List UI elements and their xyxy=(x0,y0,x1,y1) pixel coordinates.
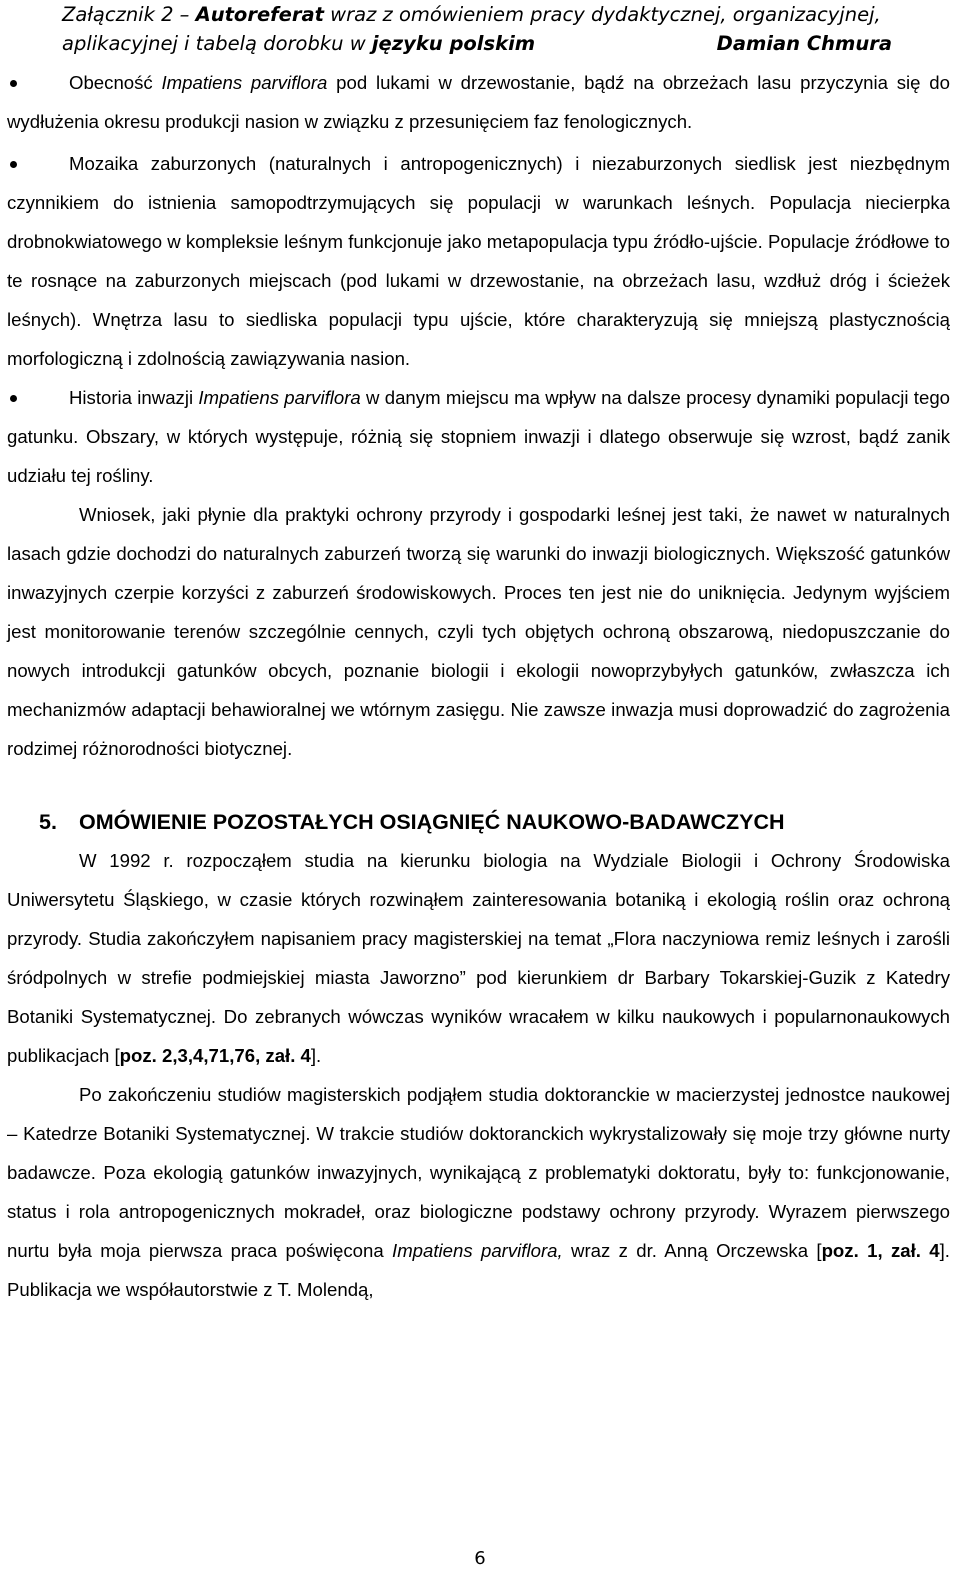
italic-text: Impatiens parviflora xyxy=(198,387,361,408)
header-author: Damian Chmura xyxy=(716,32,892,55)
section-number: 5. xyxy=(39,810,57,834)
header-autoreferat: Autoreferat xyxy=(195,3,324,26)
page-header xyxy=(62,0,892,58)
header-line-1: Załącznik 2 – Autoreferat wraz z omówieniem pracy dydaktycznej, organizacyjnej, xyxy=(62,3,881,26)
italic-text: Impatiens parviflora xyxy=(161,72,328,93)
text-run: Po zakończeniu studiów magisterskich podjąłem studia doktoranckie w macierzystej jednostce naukowej – Katedrze Botaniki Systematycznej. W trakcie studiów doktoranckich wykrystalizowały się moje trzy główne nurty badawcze. Poza ekologią gatunków inwazyjnych, wynikającą z problematyki doktoratu, były to: funkcjonowanie, status i rola antropogenicznych mokradeł, oraz biologiczne podstawy ochrony przyrody. Wyrazem pierwszego nurtu była moja pierwsza praca poświęcona xyxy=(7,1084,950,1261)
section-heading xyxy=(7,808,950,836)
bullet-dot-icon xyxy=(10,161,17,168)
bullet-dot-icon xyxy=(10,80,17,87)
text-run: ]. Publikacja we współautorstwie z T. Molendą, xyxy=(7,1240,950,1300)
text-run: Historia inwazji xyxy=(69,387,199,408)
italic-text: Impatiens parviflora, xyxy=(392,1240,563,1261)
header-line-2: aplikacyjnej i tabelą dorobku w języku polskim xyxy=(62,32,536,55)
page-number: 6 xyxy=(474,1548,486,1569)
text-run: W 1992 r. rozpocząłem studia na kierunku biologia na Wydziale Biologii i Ochrony Środowiska Uniwersytetu Śląskiego, w czasie których rozwinąłem zainteresowania botaniką i ekologią roślin oraz ochroną przyrody. Studia zakończyłem napisaniem pracy magisterskiej na temat „Flora naczyniowa remiz leśnych i zarośli śródpolnych w strefie podmiejskiej miasta Jaworzno” pod kierunkiem dr Barbary Tokarskiej-Guzik z Katedry Botaniki Systematycznej. Do zebranych wówczas wyników wracałem w kilku naukowych i popularnonaukowych publikacjach [ xyxy=(7,850,950,1066)
body-paragraph xyxy=(7,841,950,1075)
text-run: w danym miejscu ma wpływ na dalsze procesy dynamiki populacji tego gatunku. Obszary, w których występuje, różnią się stopniem inwazji i dlatego obserwuje się wzrost, bądź zanik udziału tej rośliny. xyxy=(7,387,950,486)
bullet-item xyxy=(7,378,950,495)
conclusion-paragraph: Wniosek, jaki płynie dla praktyki ochrony przyrody i gospodarki leśnej jest taki, że nawet w naturalnych lasach gdzie dochodzi do naturalnych zaburzeń tworzą się warunki do inwazji biologicznych. Większość gatunków inwazyjnych czerpie korzyści z zaburzeń środowiskowych. Proces ten jest nie do uniknięcia. Jedynym wyjściem jest monitorowanie terenów szczególnie cennych, czyli tych objętych ochroną obszarową, niedopuszczanie do nowych introdukcji gatunków obcych, poznanie biologii i ekologii nowoprzybyłych gatunków, zwłaszcza ich mechanizmów adaptacji behawioralnej we wtórnym zasięgu. Nie zawsze inwazja musi doprowadzić do zagrożenia rodzimej różnorodności biotycznej. xyxy=(7,504,950,759)
bold-text: poz. 1, zał. 4 xyxy=(821,1240,940,1261)
text-run: pod lukami w drzewostanie, bądź na obrzeżach lasu przyczynia się do wydłużenia okresu produkcji nasion w związku z przesunięciem faz fenologicznych. xyxy=(7,72,950,132)
bullet-item xyxy=(7,63,950,141)
section-title: OMÓWIENIE POZOSTAŁYCH OSIĄGNIĘĆ NAUKOWO-BADAWCZYCH xyxy=(79,810,785,834)
page-body xyxy=(7,60,950,1309)
bold-text: poz. 2,3,4,71,76, zał. 4 xyxy=(119,1045,311,1066)
text-run: wraz z dr. Anną Orczewska [ xyxy=(562,1240,822,1261)
bullet-item xyxy=(7,144,950,378)
body-paragraph xyxy=(7,1075,950,1309)
bullet-dot-icon xyxy=(10,395,17,402)
text-run: Obecność xyxy=(69,72,162,93)
text-run: Mozaika zaburzonych (naturalnych i antropogenicznych) i niezaburzonych siedlisk jest niezbędnym czynnikiem do istnienia samopodtrzymujących się populacji w warunkach leśnych. Populacja niecierpka drobnokwiatowego w kompleksie leśnym funkcjonuje jako metapopulacja typu źródło-ujście. Populacje źródłowe to te rosnące na zaburzonych miejscach (pod lukami w drzewostanie, na obrzeżach lasu, wzdłuż dróg i ścieżek leśnych). Wnętrza lasu to siedliska populacji typu ujście, które charakteryzują się mniejszą plastycznością morfologiczną i zdolnością zawiązywania nasion. xyxy=(7,153,950,369)
text-run: ]. xyxy=(310,1045,322,1066)
